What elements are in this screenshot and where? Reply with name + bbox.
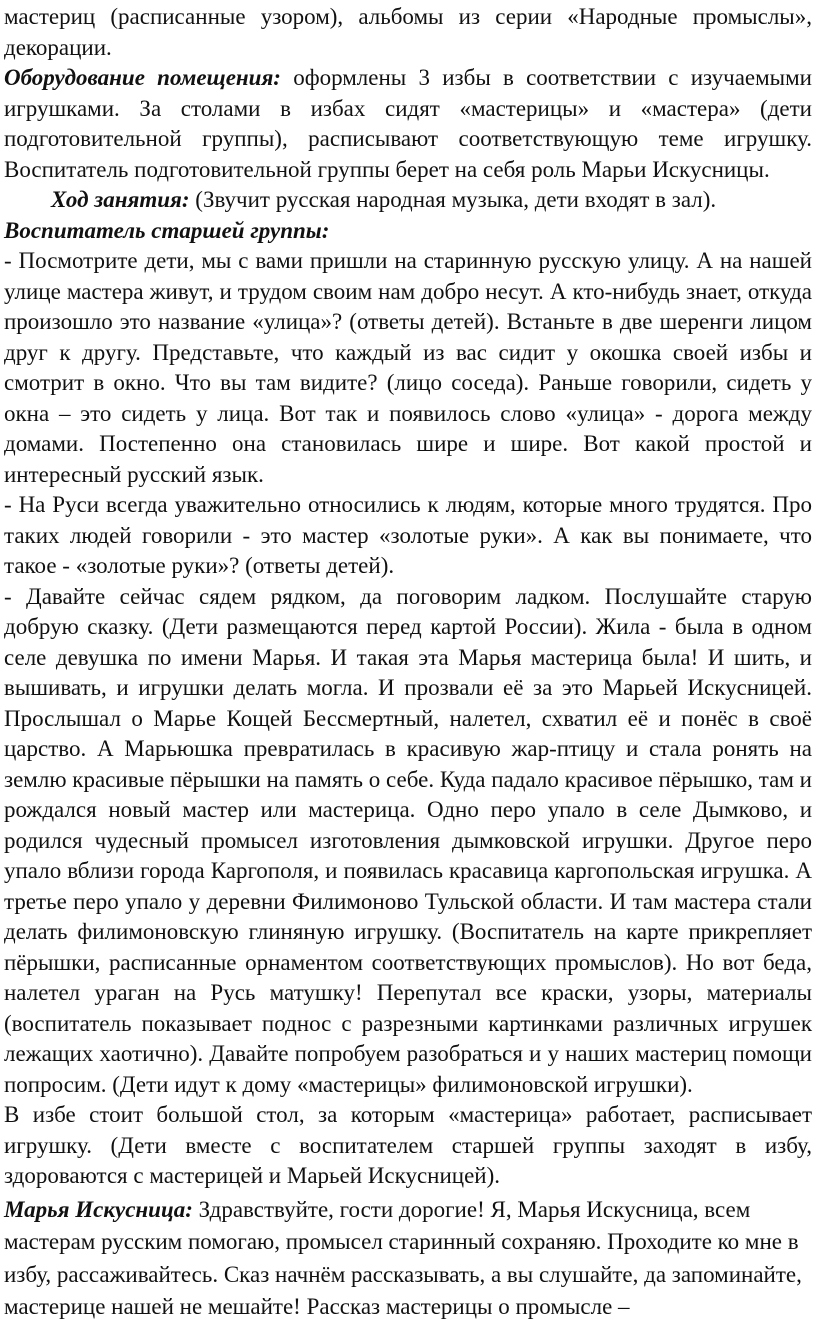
paragraph-label: Ход занятия: [51, 187, 190, 212]
paragraph-marya-iskusnitsa [4, 1194, 812, 1324]
paragraph-text: - Посмотрите дети, мы с вами пришли на старинную русскую улицу. А на нашей улице мастера живут, и трудом своим нам добро несут. А кто-нибудь знает, откуда произошло это название «улица»? (ответы детей). Встаньте в две шеренги лицом друг к другу. Представьте, что каждый из вас сидит у окошка своей избы и смотрит в окно. Что вы там видите? (лицо соседа). Раньше говорили, сидеть у окна – это сидеть у лица. Вот так и появилось слово «улица» - дорога между домами. Постепенно она становилась шире и шире. Вот какой простой и интересный русский язык. [4, 248, 812, 487]
paragraph-text: оформлены 3 избы в соответствии с изучаемыми игрушками. За столами в избах сидят «мастерицы» и «мастера» (дети подготовительной группы), расписывают соответствующую теме игрушку. Воспитатель подготовительной группы берет на себя роль Марьи Искусницы. [4, 65, 812, 182]
paragraph-text: В избе стоит большой стол, за которым «мастерица» работает, расписывает игрушку. (Дети вместе с воспитателем старшей группы заходят в избу, здороваются с мастерицей и Марьей Искусницей). [4, 1102, 812, 1188]
paragraph-text: (Звучит русская народная музыка, дети входят в зал). [189, 187, 717, 212]
paragraph-text: - Давайте сейчас сядем рядком, да поговорим ладком. Послушайте старую добрую сказку. (Дети размещаются перед картой России). Жила - была в одном селе девушка по имени Марья. И такая эта Марья мастерица была! И шить, и вышивать, и игрушки делать могла. И прозвали её за это Марьей Искусницей. Прослышал о Марье Кощей Бессмертный, налетел, схватил её и понёс в своё царство. А Марьюшка превратилась в красивую жар-птицу и стала ронять на землю красивые пёрышки на память о себе. Куда падало красивое пёрышко, там и рождался новый мастер или мастерица. Одно перо упало в селе Дымково, и родился чудесный промысел изготовления дымковской игрушки. Другое перо упало вблизи города Каргополя, и появилась красавица каргопольская игрушка. А третье перо упало у деревни Филимоново Тульской области. И там мастера стали делать филимоновскую глиняную игрушку. (Воспитатель на карте прикрепляет пёрышки, расписанные орнаментом соответствующих промыслов). Но вот беда, налетел ураган на Русь матушку! Перепутал все краски, узоры, материалы (воспитатель показывает поднос с разрезными картинками различных игрушек лежащих хаотично). Давайте попробуем разобраться и у наших мастериц помощи попросим. (Дети идут к дому «мастерицы» филимоновской игрушки). [4, 583, 812, 1097]
paragraph-in-the-izba [4, 1100, 812, 1192]
speaker-label: Воспитатель старшей группы: [4, 217, 330, 243]
paragraph-golden-hands [4, 490, 812, 582]
paragraph-lesson-progress [4, 185, 812, 216]
paragraph-text: - На Руси всегда уважительно относились к людям, которые много трудятся. Про таких людей говорили - это мастер «золотые руки». А как вы понимаете, что такое - «золотые руки»? (ответы детей). [4, 492, 812, 578]
paragraph-fairy-tale [4, 582, 812, 1101]
speaker-heading-senior-teacher [4, 216, 812, 247]
paragraph-old-street [4, 246, 812, 490]
paragraph-text: Здравствуйте, гости дорогие! Я, Марья Искусница, всем мастерам русским помогаю, промысел старинный сохраняю. Проходите ко мне в избу, рассаживайтесь. Сказ начнём рассказывать, а вы слушайте, да запоминайте, мастерице нашей не мешайте! Рассказ мастерицы о промысле – [4, 1196, 802, 1319]
paragraph-text: мастериц (расписанные узором), альбомы из серии «Народные промыслы», декорации. [4, 4, 812, 60]
speaker-label: Марья Искусница: [4, 1196, 193, 1222]
document-page [4, 2, 812, 1324]
paragraph-label: Оборудование помещения: [4, 65, 281, 90]
paragraph-materials-continued [4, 2, 812, 63]
paragraph-room-equipment [4, 63, 812, 185]
